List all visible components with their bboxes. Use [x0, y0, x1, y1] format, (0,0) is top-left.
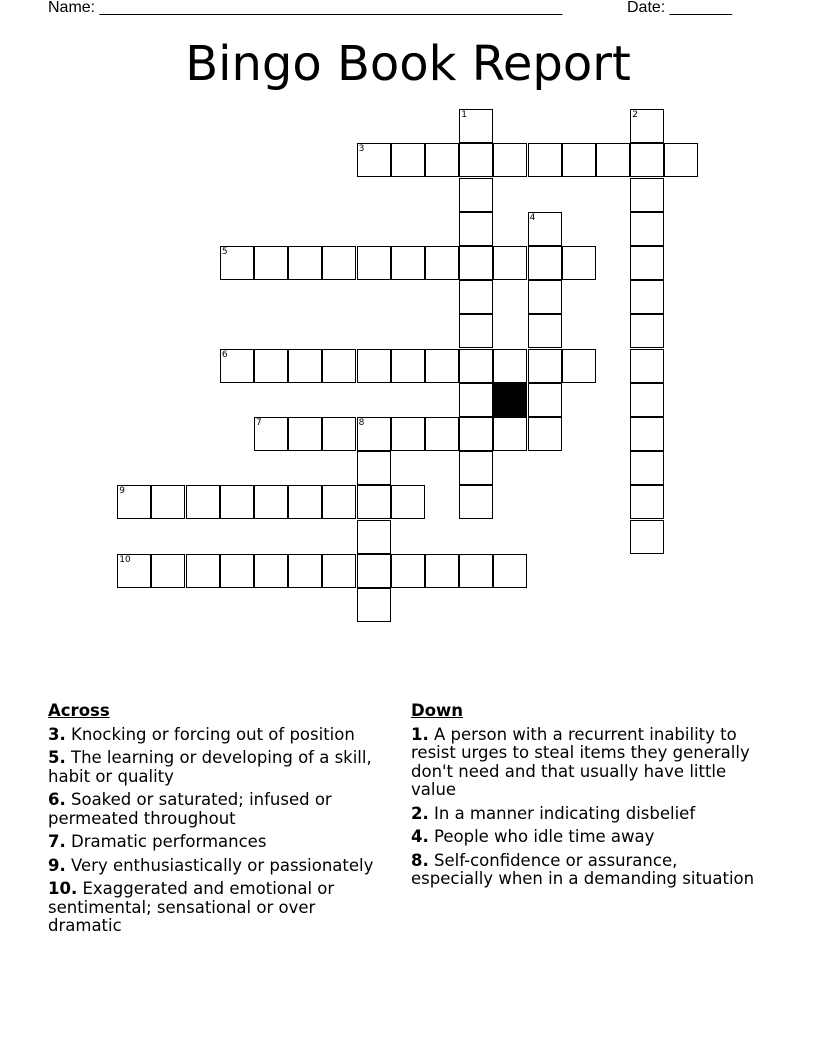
grid-cell[interactable]: [459, 383, 493, 417]
clue-number: 5.: [48, 748, 66, 767]
clue-across: [48, 880, 393, 936]
grid-cell[interactable]: [186, 554, 220, 588]
grid-cell[interactable]: [596, 143, 630, 177]
down-clues: [411, 702, 756, 894]
grid-cell[interactable]: [425, 143, 459, 177]
clue-text: A person with a recurrent inability to resist urges to steal items they generally don't need and that usually have little value: [411, 724, 750, 799]
grid-cell[interactable]: [391, 417, 425, 451]
cell-number: 3: [358, 144, 365, 155]
clue-text: Very enthusiastically or passionately: [71, 855, 374, 875]
clue-text: Self-confidence or assurance, especially when in a demanding situation: [411, 850, 755, 888]
grid-cell[interactable]: [391, 554, 425, 588]
grid-cell[interactable]: [459, 349, 493, 383]
grid-cell[interactable]: [562, 143, 596, 177]
grid-cell[interactable]: [117, 554, 151, 588]
cell-number: 9: [119, 486, 125, 497]
grid-cell[interactable]: [630, 520, 664, 554]
grid-cell[interactable]: [630, 212, 664, 246]
date-field[interactable]: Date: _______: [627, 0, 732, 16]
grid-cell[interactable]: [528, 212, 562, 246]
clue-number: 4.: [411, 827, 429, 846]
grid-cell[interactable]: [391, 485, 425, 519]
grid-cell[interactable]: [562, 246, 596, 280]
grid-cell[interactable]: [630, 417, 664, 451]
grid-cell[interactable]: [493, 246, 527, 280]
cell-number: 10: [119, 554, 131, 565]
grid-cell[interactable]: [117, 485, 151, 519]
clue-text: Soaked or saturated; infused or permeated throughout: [48, 790, 332, 828]
grid-block: [493, 383, 527, 417]
grid-cell[interactable]: [254, 349, 288, 383]
grid-cell[interactable]: [630, 485, 664, 519]
grid-cell[interactable]: [288, 485, 322, 519]
grid-cell[interactable]: [528, 246, 562, 280]
grid-cell[interactable]: [528, 349, 562, 383]
grid-cell[interactable]: [254, 485, 288, 519]
clue-number: 6.: [48, 790, 66, 809]
clue-number: 10.: [48, 879, 78, 898]
clue-text: Dramatic performances: [71, 832, 267, 851]
grid-cell[interactable]: [220, 349, 254, 383]
grid-cell[interactable]: [528, 417, 562, 451]
grid-cell[interactable]: [357, 520, 391, 554]
grid-cell[interactable]: [391, 143, 425, 177]
clue-number: 3.: [48, 724, 66, 744]
grid-cell[interactable]: [630, 178, 664, 212]
grid-cell[interactable]: [630, 314, 664, 348]
grid-cell[interactable]: [357, 349, 391, 383]
grid-cell[interactable]: [459, 485, 493, 519]
clue-text: Knocking or forcing out of position: [71, 724, 355, 744]
grid-cell[interactable]: [357, 246, 391, 280]
clue-number: 8.: [411, 850, 429, 870]
grid-cell[interactable]: [528, 383, 562, 417]
grid-cell[interactable]: [630, 280, 664, 314]
grid-cell[interactable]: [459, 280, 493, 314]
grid-cell[interactable]: [459, 178, 493, 212]
grid-cell[interactable]: [220, 246, 254, 280]
grid-cell[interactable]: [254, 417, 288, 451]
cell-number: 7: [256, 418, 262, 429]
clue-text: In a manner indicating disbelief: [434, 803, 696, 823]
grid-cell[interactable]: [459, 212, 493, 246]
grid-cell[interactable]: [493, 417, 527, 451]
grid-cell[interactable]: [288, 349, 322, 383]
grid-cell[interactable]: [664, 143, 698, 177]
grid-cell[interactable]: [630, 349, 664, 383]
cell-number: 4: [529, 212, 536, 223]
grid-cell[interactable]: [528, 314, 562, 348]
grid-cell[interactable]: [357, 417, 391, 451]
grid-cell[interactable]: [425, 246, 459, 280]
grid-cell[interactable]: [493, 554, 527, 588]
grid-cell[interactable]: [357, 588, 391, 622]
grid-cell[interactable]: [254, 554, 288, 588]
grid-cell[interactable]: [493, 349, 527, 383]
grid-cell[interactable]: [493, 143, 527, 177]
grid-cell[interactable]: [459, 246, 493, 280]
clue-across: [48, 833, 393, 852]
grid-cell[interactable]: [288, 246, 322, 280]
grid-cell[interactable]: [357, 451, 391, 485]
grid-cell[interactable]: [459, 143, 493, 177]
grid-cell[interactable]: [425, 349, 459, 383]
clue-down: [411, 852, 756, 889]
grid-cell[interactable]: [425, 417, 459, 451]
clue-text: The learning or developing of a skill, habit or quality: [48, 748, 372, 786]
grid-cell[interactable]: [630, 451, 664, 485]
clue-across: [48, 857, 393, 876]
clue-number: 2.: [411, 803, 429, 823]
header-line: [48, 0, 748, 19]
name-field[interactable]: Name: ____________________________________________________: [48, 0, 563, 16]
clue-number: 1.: [411, 724, 429, 744]
grid-cell[interactable]: [357, 485, 391, 519]
grid-cell[interactable]: [254, 246, 288, 280]
grid-cell[interactable]: [288, 417, 322, 451]
clue-number: 9.: [48, 855, 66, 875]
grid-cell[interactable]: [528, 280, 562, 314]
grid-cell[interactable]: [459, 109, 493, 143]
grid-cell[interactable]: [288, 554, 322, 588]
grid-cell[interactable]: [322, 554, 356, 588]
grid-cell[interactable]: [322, 349, 356, 383]
cell-number: 8: [358, 418, 365, 429]
grid-cell[interactable]: [220, 485, 254, 519]
grid-cell[interactable]: [151, 554, 185, 588]
grid-cell[interactable]: [322, 417, 356, 451]
clue-text: Exaggerated and emotional or sentimental; sensational or over dramatic: [48, 879, 335, 935]
clue-across: [48, 791, 393, 828]
grid-cell[interactable]: [459, 417, 493, 451]
grid-cell[interactable]: [220, 554, 254, 588]
grid-cell[interactable]: [630, 143, 664, 177]
grid-cell[interactable]: [186, 485, 220, 519]
clue-number: 7.: [48, 832, 66, 851]
clue-text: People who idle time away: [434, 827, 655, 846]
grid-cell[interactable]: [562, 349, 596, 383]
grid-cell[interactable]: [459, 314, 493, 348]
grid-cell[interactable]: [630, 109, 664, 143]
grid-cell[interactable]: [425, 554, 459, 588]
across-heading: Across: [48, 701, 110, 720]
grid-cell[interactable]: [357, 554, 391, 588]
grid-cell[interactable]: [630, 383, 664, 417]
grid-cell[interactable]: [630, 246, 664, 280]
grid-cell[interactable]: [322, 485, 356, 519]
grid-cell[interactable]: [528, 143, 562, 177]
clue-across: [48, 726, 393, 745]
clue-down: [411, 726, 756, 800]
down-heading: Down: [411, 701, 464, 720]
page-title: Bingo Book Report: [185, 36, 631, 92]
cell-number: 5: [221, 247, 228, 258]
grid-cell[interactable]: [459, 451, 493, 485]
grid-cell[interactable]: [322, 246, 356, 280]
across-clues: [48, 702, 393, 941]
grid-cell[interactable]: [459, 554, 493, 588]
cell-number: 2: [632, 110, 638, 121]
cell-number: 1: [461, 110, 467, 121]
grid-cell[interactable]: [357, 143, 391, 177]
cell-number: 6: [221, 349, 228, 360]
clue-down: [411, 805, 756, 824]
clue-down: [411, 828, 756, 847]
grid-cell[interactable]: [151, 485, 185, 519]
clue-across: [48, 749, 393, 786]
grid-cell[interactable]: [391, 349, 425, 383]
grid-cell[interactable]: [391, 246, 425, 280]
